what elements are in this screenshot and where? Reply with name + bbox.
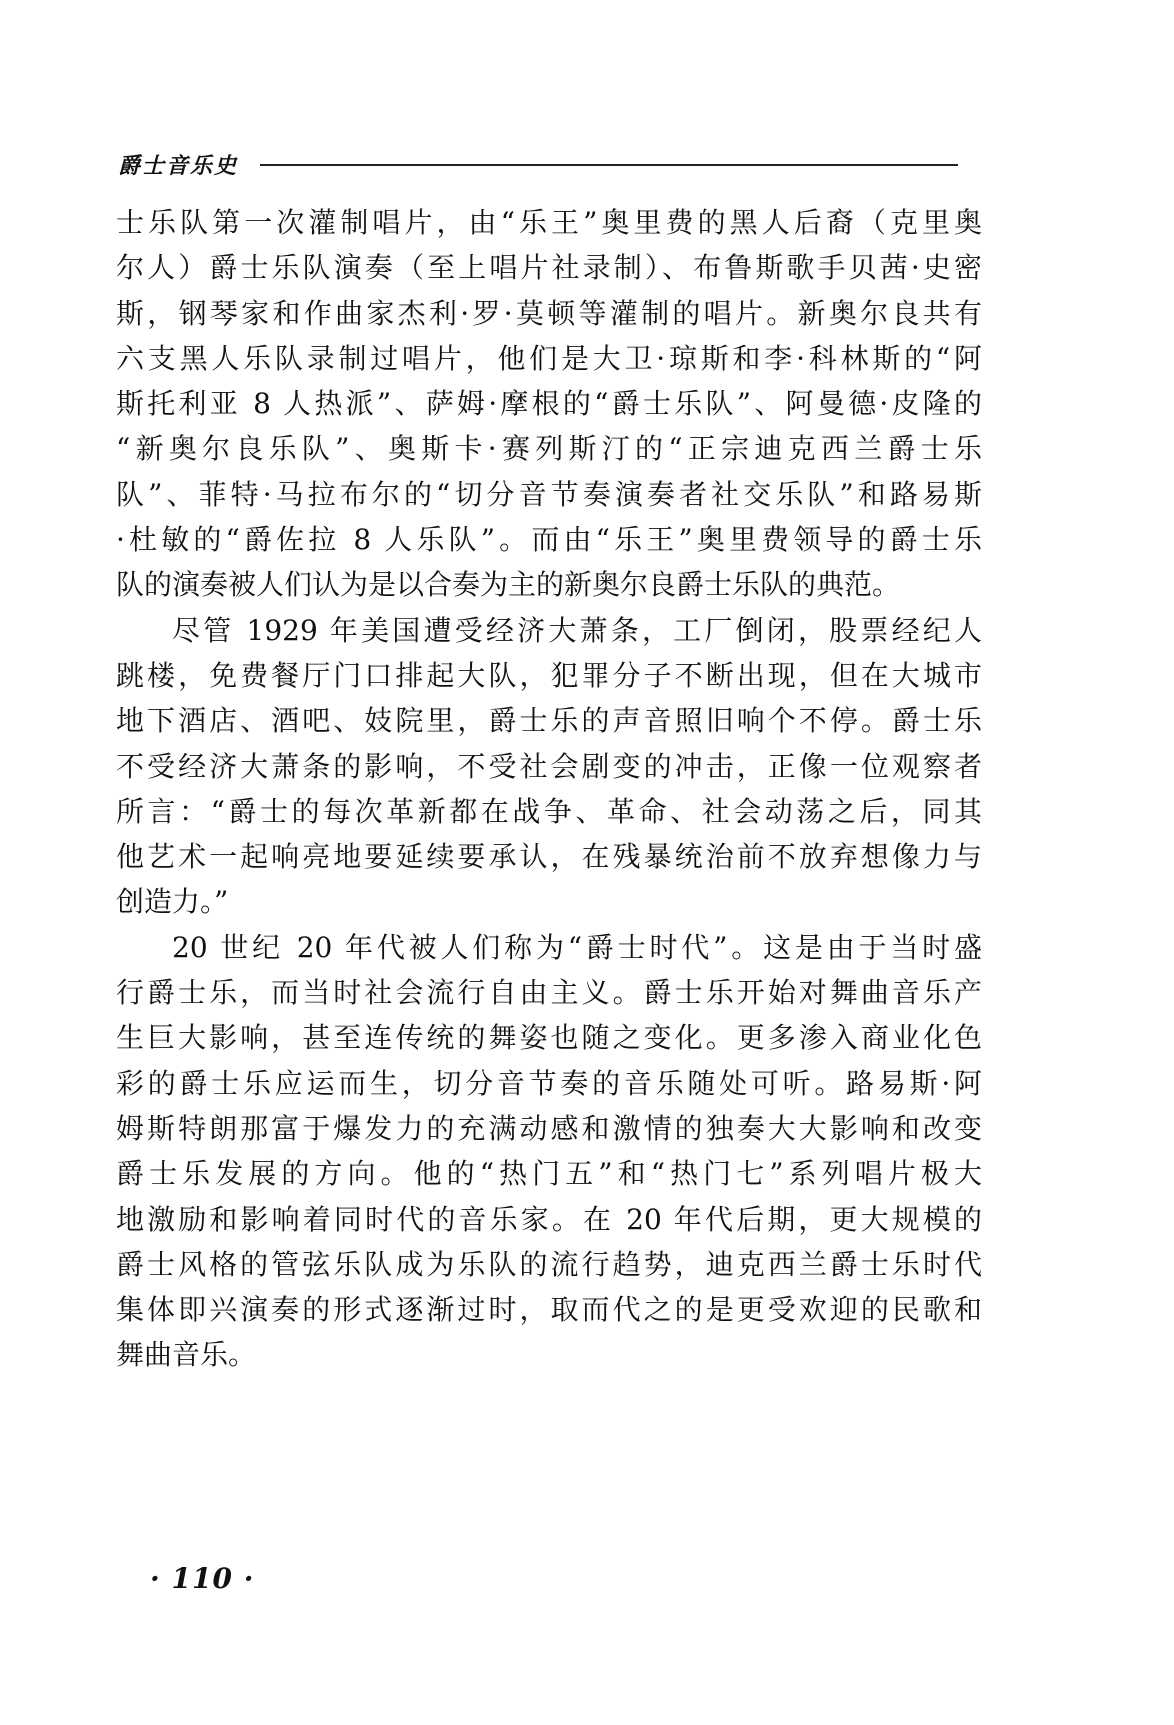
paragraph-1 (116, 200, 982, 608)
page-number: · 110 · (150, 1562, 255, 1595)
text-line: 地激励和影响着同时代的音乐家。在 20 年代后期，更大规模的 (116, 1202, 982, 1236)
text-line: “新奥尔良乐队”、奥斯卡·赛列斯汀的“正宗迪克西兰爵士乐 (116, 432, 982, 466)
running-head-rule (260, 164, 958, 166)
running-head-title: 爵士音乐史 (118, 152, 239, 179)
paragraph-3 (116, 925, 982, 1378)
text-line: 爵士风格的管弦乐队成为乐队的流行趋势，迪克西兰爵士乐时代 (116, 1247, 982, 1281)
paragraph-2 (116, 608, 982, 925)
text-line: 20 世纪 20 年代被人们称为“爵士时代”。这是由于当时盛 (172, 930, 982, 964)
text-line: 集体即兴演奏的形式逐渐过时，取而代之的是更受欢迎的民歌和 (116, 1293, 982, 1327)
text-line: 六支黑人乐队录制过唱片，他们是大卫·琼斯和李·科林斯的“阿 (116, 341, 982, 375)
text-line: ·杜敏的“爵佐拉 8 人乐队”。而由“乐王”奥里费领导的爵士乐 (116, 523, 982, 557)
text-line: 地下酒店、酒吧、妓院里，爵士乐的声音照旧响个不停。爵士乐 (116, 704, 982, 738)
text-line: 彩的爵士乐应运而生，切分音节奏的音乐随处可听。路易斯·阿 (116, 1066, 982, 1100)
text-line: 跳楼，免费餐厅门口排起大队，犯罪分子不断出现，但在大城市 (116, 658, 982, 692)
text-line: 创造力。” (116, 885, 229, 919)
text-line: 爵士乐发展的方向。他的“热门五”和“热门七”系列唱片极大 (116, 1157, 982, 1191)
body-text (116, 200, 982, 1378)
text-line: 他艺术一起响亮地要延续要承认，在残暴统治前不放弃想像力与 (116, 840, 982, 874)
text-line: 生巨大影响，甚至连传统的舞姿也随之变化。更多渗入商业化色 (116, 1021, 982, 1055)
text-line: 行爵士乐，而当时社会流行自由主义。爵士乐开始对舞曲音乐产 (116, 976, 982, 1010)
text-line: 斯，钢琴家和作曲家杰利·罗·莫顿等灌制的唱片。新奥尔良共有 (116, 296, 982, 330)
running-head (118, 146, 958, 182)
text-line: 尔人）爵士乐队演奏（至上唱片社录制）、布鲁斯歌手贝茜·史密 (116, 251, 982, 285)
text-line: 队”、菲特·马拉布尔的“切分音节奏演奏者社交乐队”和路易斯 (116, 477, 982, 511)
text-line: 士乐队第一次灌制唱片，由“乐王”奥里费的黑人后裔（克里奥 (116, 206, 982, 239)
text-line: 所言：“爵士的每次革新都在战争、革命、社会动荡之后，同其 (116, 794, 982, 828)
text-line: 姆斯特朗那富于爆发力的充满动感和激情的独奏大大影响和改变 (116, 1111, 982, 1145)
text-line: 尽管 1929 年美国遭受经济大萧条，工厂倒闭，股票经纪人 (172, 613, 982, 647)
text-line: 舞曲音乐。 (116, 1338, 257, 1372)
text-line: 斯托利亚 8 人热派”、萨姆·摩根的“爵士乐队”、阿曼德·皮隆的 (116, 387, 982, 421)
text-line: 不受经济大萧条的影响，不受社会剧变的冲击，正像一位观察者 (116, 749, 982, 783)
text-line: 队的演奏被人们认为是以合奏为主的新奥尔良爵士乐队的典范。 (116, 568, 901, 602)
